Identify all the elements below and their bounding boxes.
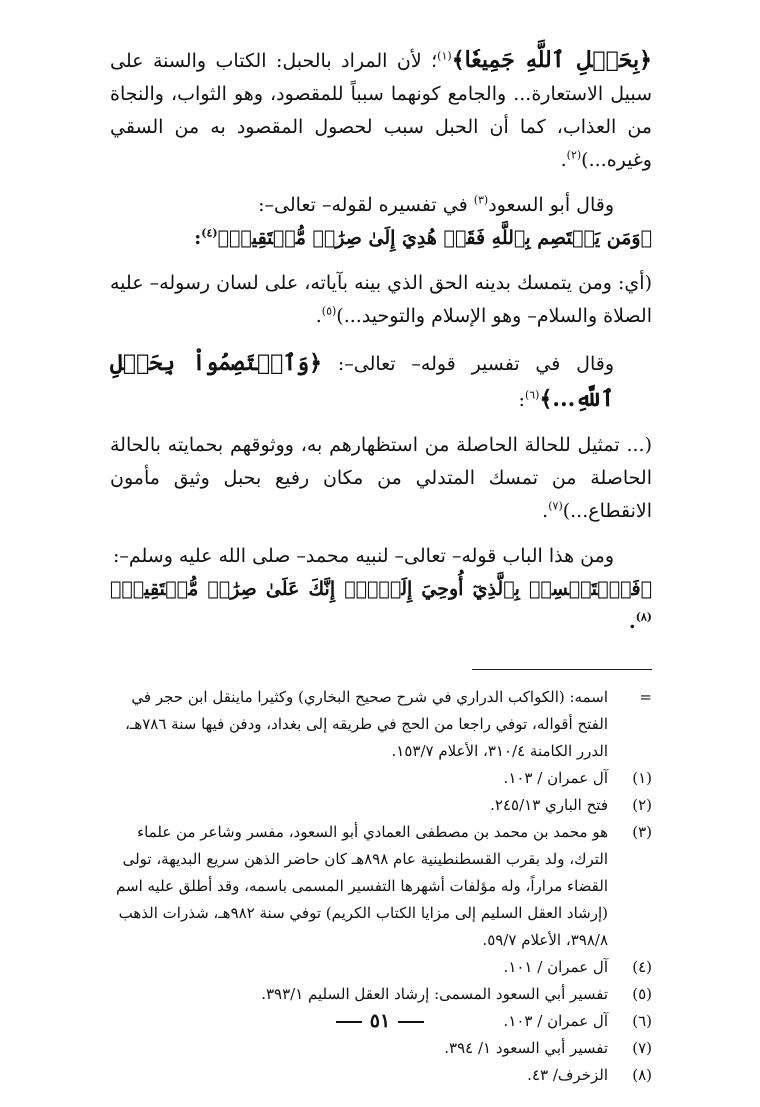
paragraph-text: ومن هذا الباب قوله– تعالى– لنبيه محمد– صلى الله عليه وسلم–: [112,545,614,567]
footnote-list [110,765,652,1089]
paragraph-3 [110,267,652,333]
paragraph-1 [110,42,652,177]
footnote-item [110,981,652,1008]
footnote-text: فتح الباري ٢٤٥/١٣. [490,796,608,814]
punctuation: . [542,500,549,522]
footnote-ref: (٤) [201,226,218,240]
page-number-text: ٥١ [369,1010,391,1032]
paragraph-2 [110,189,652,222]
footnote-continuation [110,684,652,765]
main-text [110,42,652,639]
punctuation: : [194,227,202,249]
footnote-item [110,765,652,792]
paragraph-text: وقال أبو السعود [488,194,614,216]
footnote-text: آل عمران / ١٠٣. [503,769,608,787]
footnote-number: (٢) [632,796,652,814]
footnote-item [110,1062,652,1089]
footnote-text: الزخرف/ ٤٣. [527,1066,608,1084]
footnote-item [110,792,652,819]
continuation-marker: = [639,688,652,706]
quran-verse: ﴿بِحَبۡلِ ٱللَّهِ جَمِيعٗا﴾ [451,47,652,73]
footnote-ref: (٨) [635,610,652,624]
footnote-ref: (٧) [548,499,563,513]
footnote-text: تفسير أبي السعود المسمى: إرشاد العقل السليم ٣٩٣/١. [261,985,608,1003]
punctuation: . [315,305,322,327]
paragraph-text: (أي: ومن يتمسك بدينه الحق الذي بينه بآياته، على لسان رسوله– عليه الصلاة والسلام– وهو الإسلام والتوحيد...) [110,272,652,327]
footnote-number: (٦) [632,1012,652,1030]
footnote-ref: (٣) [473,193,489,207]
paragraph-6 [110,540,652,573]
paragraph-4 [110,345,652,417]
punctuation: . [560,149,567,171]
quran-verse-block [110,573,652,639]
page-number [0,1010,760,1032]
footnote-item [110,954,652,981]
punctuation: . [629,611,636,633]
footnote-number: (٣) [632,823,652,841]
footnote-ref: (٥) [321,304,337,318]
footnote-text: تفسير أبي السعود ١/ ٣٩٤. [444,1039,608,1057]
footnote-ref: (٢) [566,148,582,162]
footnote-number: (٧) [632,1039,652,1057]
quran-verse: ﴿وَمَن يَعۡتَصِم بِٱللَّهِ فَقَدۡ هُدِيَ إِلَىٰ صِرَٰطٖ مُّسۡتَقِيمٖ﴾ [217,227,652,249]
footnote-number: (٨) [632,1066,652,1084]
paragraph-text: وقال في تفسير قوله– تعالى–: [322,353,614,375]
footnote-number: (٤) [632,958,652,976]
footnote-ref: (١) [437,49,452,63]
quran-verse: ﴿فَٱسۡتَمۡسِكۡ بِٱلَّذِيٓ أُوحِيَ إِلَيۡكَۖ إِنَّكَ عَلَىٰ صِرَٰطٖ مُّسۡتَقِيمٖ﴾ [110,578,652,600]
footnote-number: (١) [632,769,652,787]
footnote-number: (٥) [632,985,652,1003]
quran-verse: ﴿وَٱعۡتَصِمُواْ بِحَبۡلِ ٱللَّهِ...﴾ [110,350,614,412]
paragraph-text: (... تمثيل للحالة الحاصلة من استظهارهم به، ووثوقهم بحمايته بالحالة الحاصلة من تمسك المتدلي من مكان رفيع بحبل وثيق مأمون الانقطاع...) [110,434,652,522]
paragraph-text: في تفسيره لقوله– تعالى–: [258,194,474,216]
footnote-ref: (٦) [524,388,540,402]
footnote-text: اسمه: (الكواكب الدراري في شرح صحيح البخاري) وكثيرا ماينقل ابن حجر في الفتح أقواله، توفي راجعا من الحج في طريقه إلى بغداد، ودفن فيها سنة ٧٨٦هـ، الدرر الكامنة ٣١٠/٤، الأعلام ١٥٣/٧. [125,688,608,760]
footnote-item [110,819,652,954]
quran-verse-block [110,222,652,255]
footnote-text: آل عمران / ١٠٣. [503,1012,608,1030]
punctuation: : [518,389,525,411]
paragraph-text: ؛ لأن المراد بالحبل: الكتاب والسنة على سبيل الاستعارة... والجامع كونهما سبباً للمقصود، وهو الثواب، والنجاة من العذاب، كما أن الحبل سبب لحصول المقصود به من السقي وغيره...) [110,50,652,171]
footnote-separator [472,669,652,670]
footnote-text: آل عمران / ١٠١. [503,958,608,976]
paragraph-5 [110,429,652,528]
footnote-text: هو محمد بن محمد بن مصطفى العمادي أبو السعود، مفسر وشاعر من علماء الترك، ولد بقرب القسطنطينية عام ٨٩٨هـ كان حاضر الذهن سريع البديهة، تولى القضاء مراراً، وله مؤلفات أشهرها التفسير المسمى باسمه، وقد أطلق عليه اسم (إرشاد العقل السليم إلى مزايا الكتاب الكريم) توفي سنة ٩٨٢هـ، شذرات الذهب ٣٩٨/٨، الأعلام ٥٩/٧. [116,823,608,949]
footnote-item [110,1035,652,1062]
